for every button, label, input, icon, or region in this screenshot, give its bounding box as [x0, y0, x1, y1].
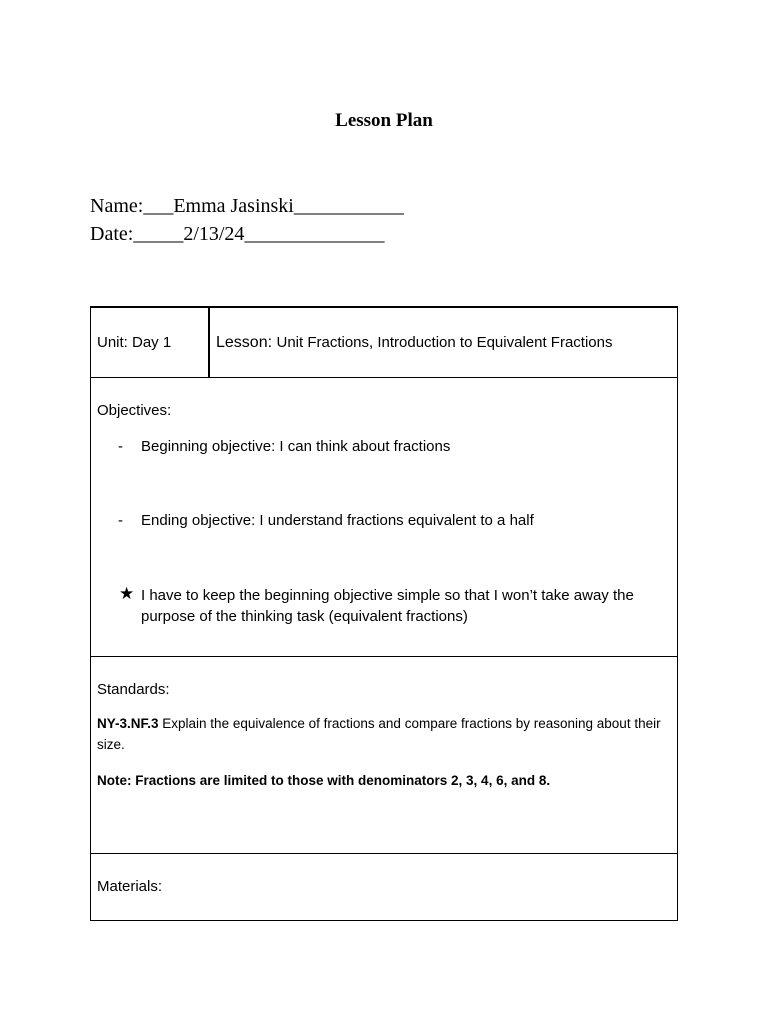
materials-label: Materials: [97, 878, 163, 895]
standards-row [91, 657, 678, 854]
date-value: 2/13/24 [183, 223, 245, 245]
standards-label: Standards: [97, 681, 170, 698]
lesson-cell [209, 307, 678, 378]
table-header-row [91, 307, 678, 378]
name-value: Emma Jasinski [173, 195, 294, 217]
dash-bullet: - [118, 438, 123, 455]
page-title: Lesson Plan [335, 110, 433, 131]
objectives-label: Objectives: [97, 402, 172, 419]
date-underline-trailing: ______________ [244, 223, 385, 245]
name-label: Name: [90, 195, 144, 217]
lesson-title: Unit Fractions, Introduction to Equivalent Fractions [276, 333, 613, 351]
standards-cell [91, 657, 678, 854]
name-underline-trailing: ___________ [293, 195, 404, 217]
lesson-plan-table [90, 306, 678, 921]
objective-text: Ending objective: I understand fractions equivalent to a half [141, 512, 534, 529]
date-field [90, 223, 384, 246]
date-underline-leading: _____ [133, 223, 184, 245]
materials-row [91, 854, 678, 921]
date-label: Date: [90, 223, 134, 245]
standard-description [97, 713, 671, 755]
objectives-cell [91, 378, 678, 657]
unit-text: Unit: Day 1 [97, 334, 172, 351]
unit-cell [91, 307, 210, 378]
objective-item [97, 436, 671, 457]
objectives-row [91, 378, 678, 657]
star-icon: ★ [119, 584, 135, 604]
materials-cell [91, 854, 678, 921]
dash-bullet: - [118, 512, 123, 529]
standard-text: Explain the equivalence of fractions and compare fractions by reasoning about their size. [97, 716, 661, 752]
standard-code: NY-3.NF.3 [97, 716, 159, 731]
objective-note-text: I have to keep the beginning objective simple so that I won’t take away the purpose of the thinking task (equivalent fractions) [141, 587, 634, 625]
standard-note: Note: Fractions are limited to those with denominators 2, 3, 4, 6, and 8. [97, 773, 551, 788]
objective-item [97, 585, 671, 627]
objective-item [97, 510, 671, 531]
name-underline-leading: ___ [143, 195, 174, 217]
lesson-label: Lesson: [216, 333, 277, 351]
objective-text: Beginning objective: I can think about fractions [141, 438, 451, 455]
name-field [90, 195, 404, 218]
